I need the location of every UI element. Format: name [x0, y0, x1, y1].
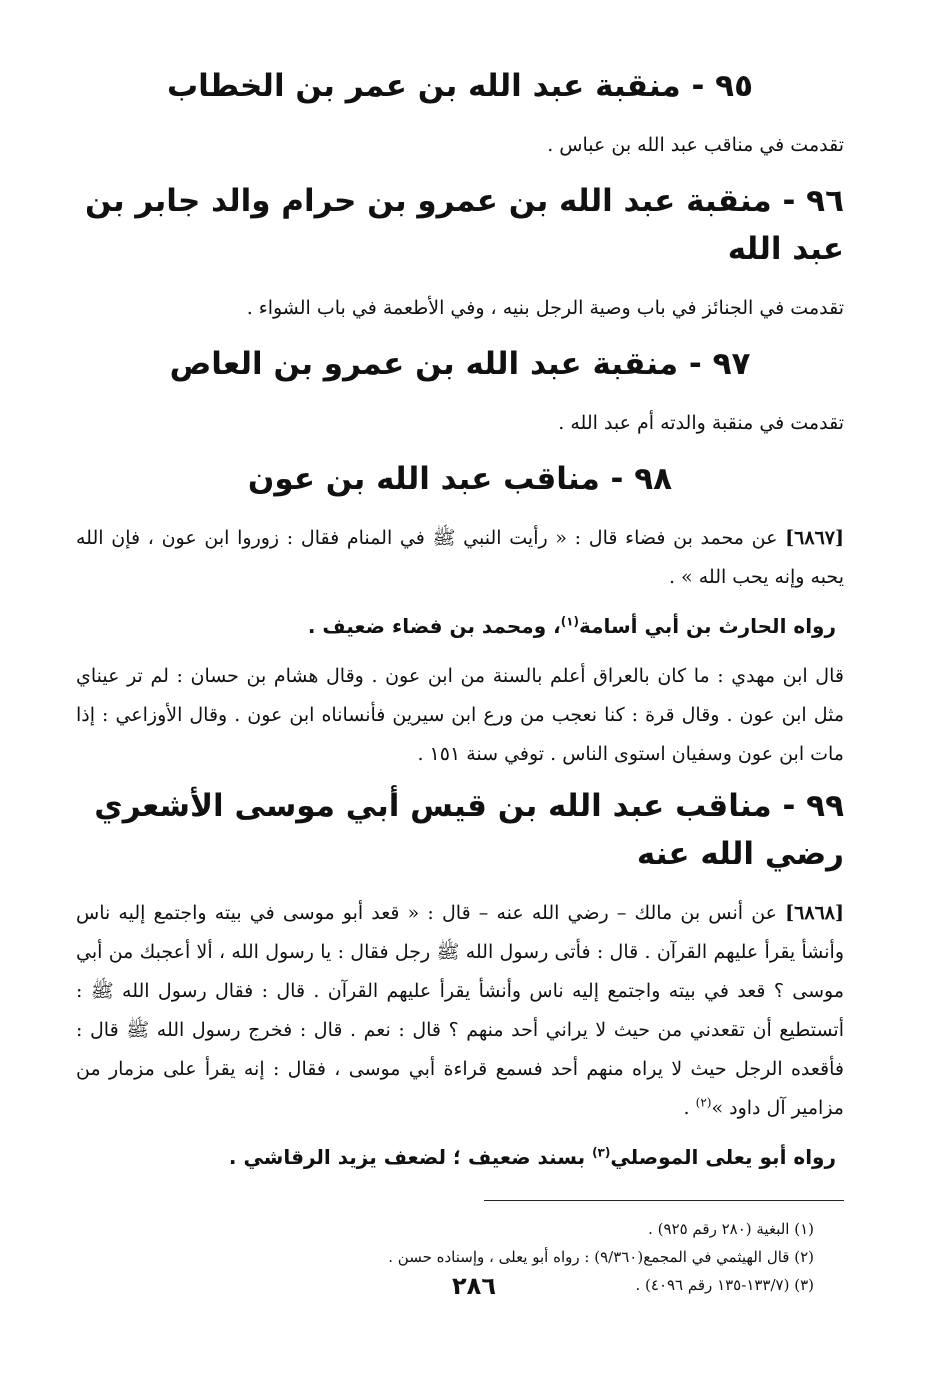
paragraph-95: تقدمت في مناقب عبد الله بن عباس . — [547, 134, 844, 156]
hadith-number: [٦٨٦٨] — [785, 902, 844, 924]
narration-line-1 — [76, 605, 844, 647]
footnote-ref-2: (٢) — [695, 1095, 712, 1110]
heading-99: ٩٩ - مناقب عبد الله بن قيس أبي موسى الأشعري رضي الله عنه — [94, 788, 844, 872]
footnote-2: (٢) قال الهيثمي في المجمع(٩/٣٦٠) : رواه أبو يعلى ، وإسناده حسن . — [388, 1248, 814, 1266]
hadith-text: عن محمد بن فضاء قال : « رأيت النبي ﷺ في المنام فقال : زوروا ابن عون ، فإن الله يحبه وإنه يحب الله » . — [76, 527, 844, 588]
commentary-98: قال ابن مهدي : ما كان بالعراق أعلم بالسنة من ابن عون . وقال هشام بن حسان : لم تر عيناي مثل ابن عون . وقال قرة : كنا نعجب من ورع ابن سيرين فأنساناه ابن عون . وقال الأوزاعي : إذا مات ابن عون وسفيان استوى الناس . توفي سنة ١٥١ . — [76, 665, 844, 765]
narration-text: ، ومحمد بن فضاء ضعيف . — [307, 614, 561, 638]
narration-line-2 — [76, 1136, 844, 1178]
heading-97: ٩٧ - منقبة عبد الله بن عمرو بن العاص — [169, 346, 751, 382]
hadith-6867 — [76, 519, 844, 597]
hadith-number: [٦٨٦٧] — [785, 527, 844, 549]
footnote-ref-3: (٣) — [592, 1145, 611, 1160]
footnote-3: (٣) (١٣٣/٧-١٣٥ رقم ٤٠٩٦) . — [635, 1276, 814, 1294]
narration-text: رواه أبو يعلى الموصلي — [610, 1145, 836, 1169]
footnote-divider — [484, 1200, 844, 1201]
narration-text: رواه الحارث بن أبي أسامة — [578, 614, 836, 638]
paragraph-96: تقدمت في الجنائز في باب وصية الرجل بنيه ، وفي الأطعمة في باب الشواء . — [246, 297, 844, 319]
paragraph-97: تقدمت في منقبة والدته أم عبد الله . — [558, 412, 844, 434]
hadith-end: . — [683, 1097, 696, 1119]
heading-98: ٩٨ - مناقب عبد الله بن عون — [247, 461, 673, 497]
heading-96: ٩٦ - منقبة عبد الله بن عمرو بن حرام والد جابر بن عبد الله — [85, 183, 844, 267]
hadith-6868 — [76, 894, 844, 1128]
page-number: ٢٨٦ — [452, 1272, 496, 1300]
footnote-ref-1: (١) — [560, 614, 579, 629]
narration-text: بسند ضعيف ؛ لضعف يزيد الرقاشي . — [228, 1145, 593, 1169]
heading-95: ٩٥ - منقبة عبد الله بن عمر بن الخطاب — [166, 68, 754, 104]
footnote-1: (١) البغية (٢٨٠ رقم ٩٢٥) . — [648, 1220, 814, 1238]
hadith-text: عن أنس بن مالك – رضي الله عنه – قال : « قعد أبو موسى في بيته واجتمع إليه ناس وأنشأ يقرأ عليهم القرآن . قال : فأتى رسول الله ﷺ رجل فقال : يا رسول الله ، ألا أعجبك من أبي موسى ؟ قعد في بيته واجتمع إليه ناس وأنشأ يقرأ عليهم القرآن . قال : فقال رسول الله ﷺ : أتستطيع أن تقعدني من حيث لا يراني أحد منهم ؟ قال : نعم . قال : فخرج رسول الله ﷺ قال : فأقعده الرجل حيث لا يراه منهم أحد فسمع قراءة أبي موسى ، فقال : إنه يقرأ على مزمار من مزامير آل داود » — [76, 902, 844, 1119]
